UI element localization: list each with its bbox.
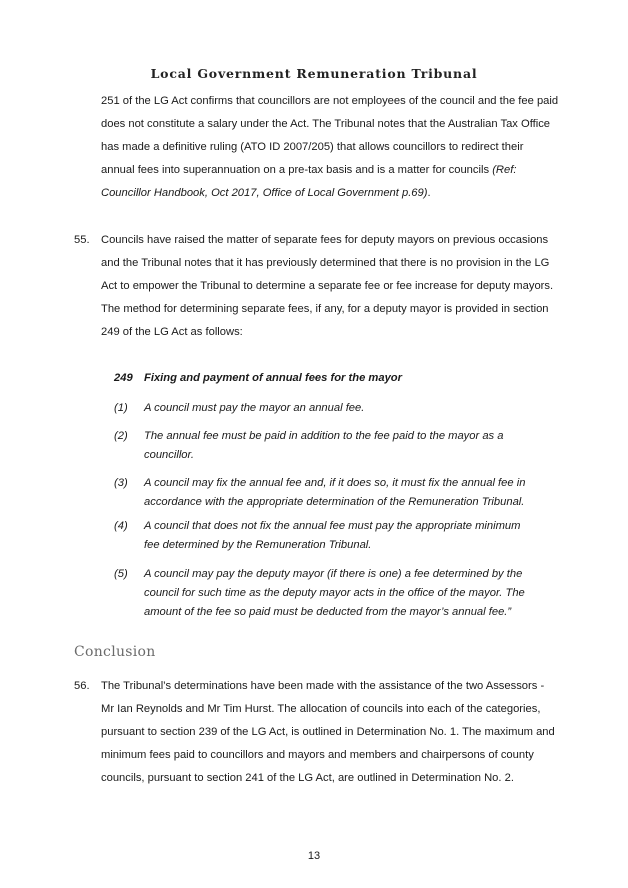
reference-citation: (Ref: Councillor Handbook, Oct 2017, Office of Local Government p.69) bbox=[101, 164, 517, 199]
quote-item-5 bbox=[114, 565, 534, 622]
item-number: (2) bbox=[114, 430, 128, 442]
quote-item-2 bbox=[114, 427, 534, 465]
quote-item-4 bbox=[114, 517, 534, 555]
item-text: A council may fix the annual fee and, if it does so, it must fix the annual fee in accordance with the appropriate determination of the Remuneration Tribunal. bbox=[144, 477, 526, 508]
item-number: (5) bbox=[114, 568, 128, 580]
page-number: 13 bbox=[307, 850, 321, 862]
quote-item-1 bbox=[114, 399, 534, 418]
item-text: A council may pay the deputy mayor (if there is one) a fee determined by the council for such time as the deputy mayor acts in the office of the mayor. The amount of the fee so paid must be deducted from the mayor’s annual fee.” bbox=[144, 568, 525, 618]
quote-item-3 bbox=[114, 474, 534, 512]
item-text: A council that does not fix the annual fee must pay the appropriate minimum fee determined by the Remuneration Tribunal. bbox=[144, 520, 521, 551]
item-text: The annual fee must be paid in addition to the fee paid to the mayor as a councillor. bbox=[144, 430, 504, 461]
section-heading-conclusion: Conclusion bbox=[74, 644, 156, 660]
item-number: (1) bbox=[114, 402, 128, 414]
section-title: Fixing and payment of annual fees for the mayor bbox=[144, 372, 402, 384]
quoted-section-heading bbox=[114, 372, 402, 384]
paragraph-55 bbox=[74, 229, 560, 344]
paragraph-body bbox=[101, 90, 560, 205]
paragraph-end: . bbox=[427, 187, 431, 199]
item-text: A council must pay the mayor an annual fee. bbox=[144, 402, 365, 414]
section-number: 249 bbox=[114, 372, 133, 384]
paragraph-54-continued bbox=[74, 90, 560, 205]
page-header: Local Government Remuneration Tribunal bbox=[150, 66, 478, 81]
item-number: (3) bbox=[114, 477, 128, 489]
paragraph-text: 251 of the LG Act confirms that councillors are not employees of the council and the fee paid does not constitute a salary under the Act. The Tribunal notes that the Australian Tax Office has made a definitive ruling (ATO ID 2007/205) that allows councillors to redirect their annual fees into superannuation on a pre-tax basis and is a matter for councils bbox=[101, 95, 559, 176]
item-number: (4) bbox=[114, 520, 128, 532]
paragraph-text: Councils have raised the matter of separate fees for deputy mayors on previous occasions and the Tribunal notes that it has previously determined that there is no provision in the LG Act to empower the Tribunal to determine a separate fee or fee increase for deputy mayors. The method for determining separate fees, if any, for a deputy mayor is provided in section 249 of the LG Act as follows: bbox=[101, 234, 554, 338]
paragraph-number: 56. bbox=[74, 680, 90, 692]
paragraph-number: 55. bbox=[74, 234, 90, 246]
paragraph-56 bbox=[74, 675, 560, 790]
paragraph-text: The Tribunal’s determinations have been made with the assistance of the two Assessors - Mr Ian Reynolds and Mr Tim Hurst. The allocation of councils into each of the categories, pursuant to section 239 of the LG Act, is outlined in Determination No. 1. The maximum and minimum fees paid to councillors and mayors and members and chairpersons of county councils, pursuant to section 241 of the LG Act, are outlined in Determination No. 2. bbox=[101, 680, 555, 784]
